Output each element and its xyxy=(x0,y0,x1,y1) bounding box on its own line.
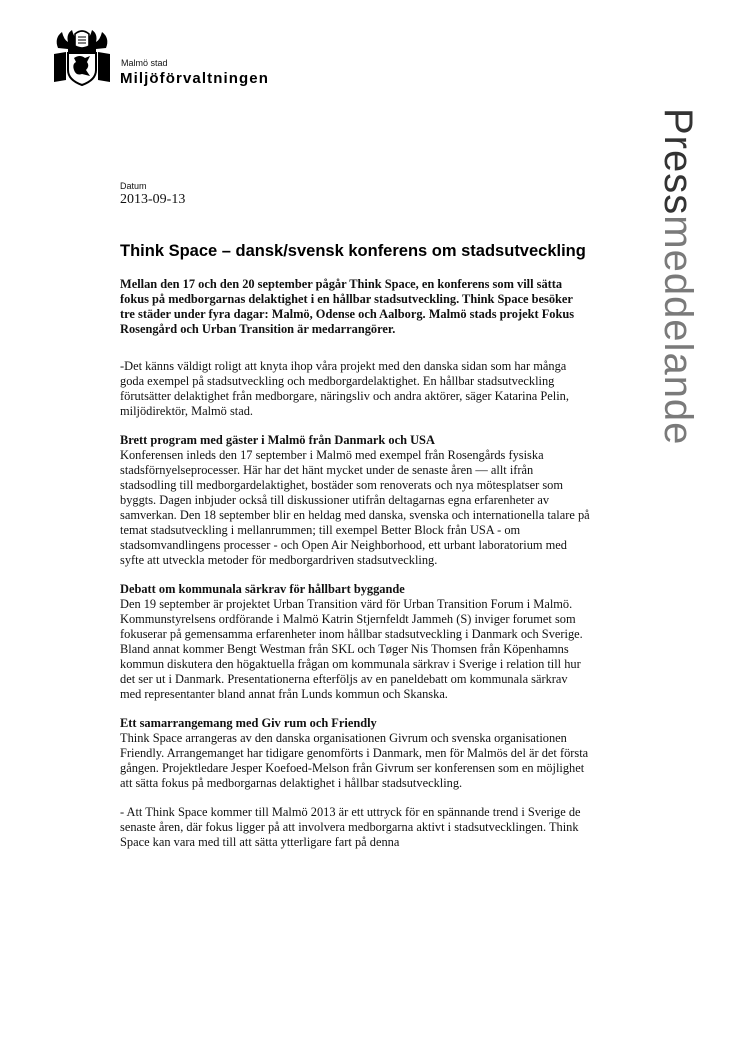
section-heading: Debatt om kommunala särkrav för hållbart byggande xyxy=(120,582,405,596)
press-release-body xyxy=(120,277,590,864)
quote-paragraph: -Det känns väldigt roligt att knyta ihop våra projekt med den danska sidan som har många goda exempel på stadsutveckling och medborgardelaktighet. En hållbar stadsutveckling förutsätter delaktighet från medborgare, näringsliv och andra aktörer, säger Katarina Pelin, miljödirektör, Malmö stad. xyxy=(120,359,569,418)
document-type-light: meddelande xyxy=(656,215,700,446)
malmo-coat-of-arms-logo xyxy=(52,28,112,86)
lead-paragraph: Mellan den 17 och den 20 september pågår Think Space, en konferens som vill sätta fokus på medborgarnas delaktighet i en hållbar stadsutveckling. Think Space besöker tre städer under fyra dagar: Malmö, Odense och Aalborg. Malmö stads projekt Fokus Rosengård och Urban Transition är medarrangörer. xyxy=(120,277,575,336)
section-program xyxy=(120,433,590,568)
section-debate xyxy=(120,582,590,702)
section-text: Konferensen inleds den 17 september i Malmö med exempel från Rosengårds fysiska stadsförnyelseprocesser. Här har det hänt mycket under de senaste åren — allt ifrån stadsodling till medborgardelaktighet, bostäder som renoverats och nya mötesplatser som byggts. Dagen inbjuder också till diskussioner utifrån deltagarnas egna erfarenheter av samverkan. Den 18 september blir en heldag med danska, svenska och internationella talare på temat stadsutveckling i mellanrummen; till exempel Better Block från USA - om stadsomvandlingens processer - och Open Air Neighborhood, ett urbant laboratorium med syfte att utveckla metoder för medborgardriven stadsutveckling. xyxy=(120,448,590,567)
section-organizers xyxy=(120,716,590,791)
department-name: Miljöförvaltningen xyxy=(120,70,269,87)
section-text: Den 19 september är projektet Urban Transition värd för Urban Transition Forum i Malmö. Kommunstyrelsens ordförande i Malmö Katrin Stjernfeldt Jammeh (S) inviger forumet som fokuserar på gemensamma erfarenheter inom hållbar stadsutveckling i Danmark och Sverige. Bland annat kommer Bengt Westman från SKL och Tøger Nis Thomsen från Köpenhamns kommun diskutera den högaktuella frågan om kommunala särkrav i Sverige i relation till hur det ser ut i Danmark. Presentationerna efterföljs av en paneldebatt om kommunala särkrav med representanter bland annat från Lunds kommun och Skanska. xyxy=(120,597,583,701)
section-heading: Ett samarrangemang med Giv rum och Friendly xyxy=(120,716,377,730)
document-type-strong: Press xyxy=(656,108,700,216)
closing-paragraph: - Att Think Space kommer till Malmö 2013 är ett uttryck för en spännande trend i Sverige de senaste åren, där fokus ligger på att involvera medborgarna aktivt i stadsutvecklingen. Think Space kan vara med till att sätta ytterligare fart på denna xyxy=(120,805,581,849)
date-label: Datum xyxy=(120,181,147,191)
document-type-label xyxy=(648,108,708,548)
date-value: 2013-09-13 xyxy=(120,192,186,207)
section-heading: Brett program med gäster i Malmö från Danmark och USA xyxy=(120,433,435,447)
press-release-title: Think Space – dansk/svensk konferens om stadsutveckling xyxy=(120,242,586,260)
city-name: Malmö stad xyxy=(121,58,168,68)
section-text: Think Space arrangeras av den danska organisationen Givrum och svenska organisationen Friendly. Arrangemanget har tidigare genomförts i Danmark, men för Malmös del är det första gången. Projektledare Jesper Koefoed-Melson från Givrum ser konferensen som en möjlighet att sätta fokus på medborgarnas delaktighet i hållbar stadsutveckling. xyxy=(120,731,589,790)
